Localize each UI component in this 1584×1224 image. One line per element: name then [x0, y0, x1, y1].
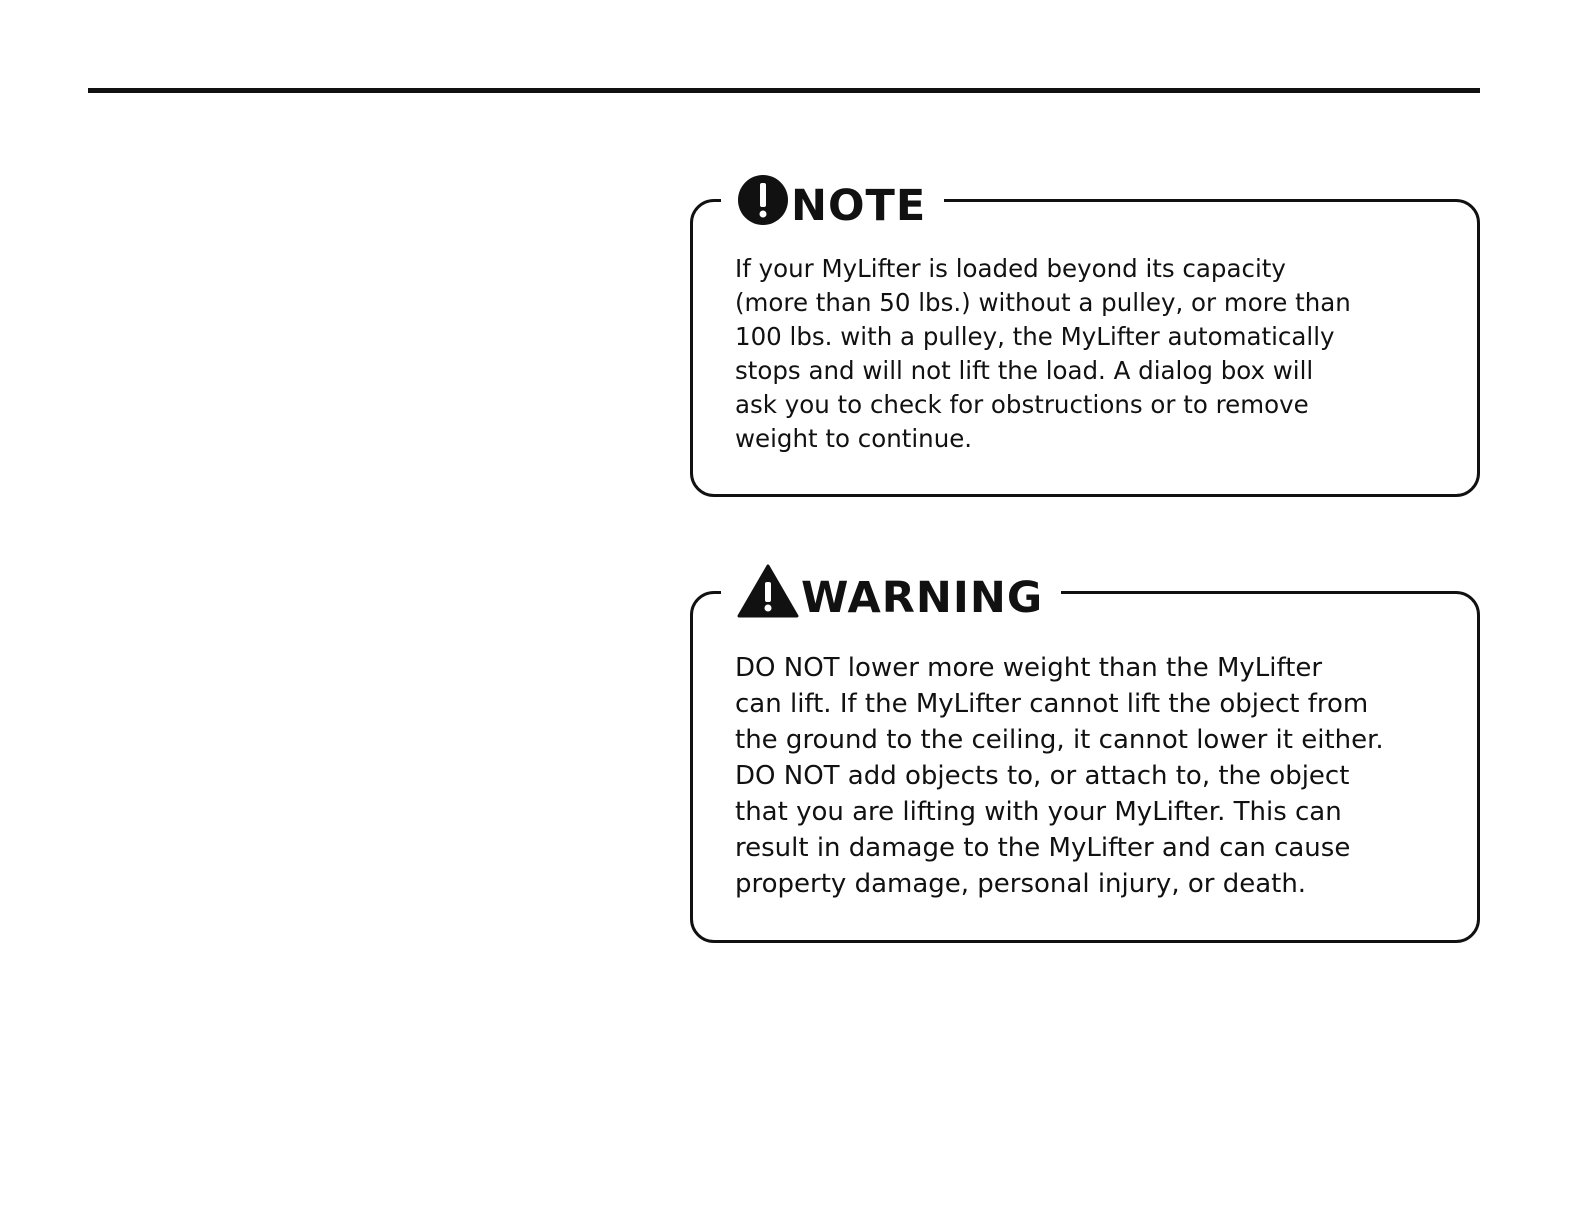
warning-triangle-icon — [737, 564, 799, 618]
warning-body: DO NOT lower more weight than the MyLifter can lift. If the MyLifter cannot lift the object from the ground to the ceiling, it cannot lower it either. DO NOT add objects to, or attach to, the object that you are lifting with your MyLifter. This can result in damage to the MyLifter and can cause property damage, personal injury, or death. — [735, 653, 1384, 899]
note-body: If your MyLifter is loaded beyond its capacity (more than 50 lbs.) without a pulley, or more than 100 lbs. with a pulley, the MyLifter automatically stops and will not lift the load. A dialog box will ask you to check for obstructions or to remove weight to continue. — [735, 254, 1351, 453]
exclamation-circle-icon — [737, 174, 789, 226]
warning-title: WARNING — [801, 573, 1044, 623]
top-rule — [88, 88, 1480, 93]
note-callout — [690, 181, 1480, 497]
note-title: NOTE — [791, 181, 927, 231]
note-heading — [721, 162, 944, 231]
warning-callout — [690, 573, 1480, 943]
warning-heading — [721, 554, 1061, 623]
